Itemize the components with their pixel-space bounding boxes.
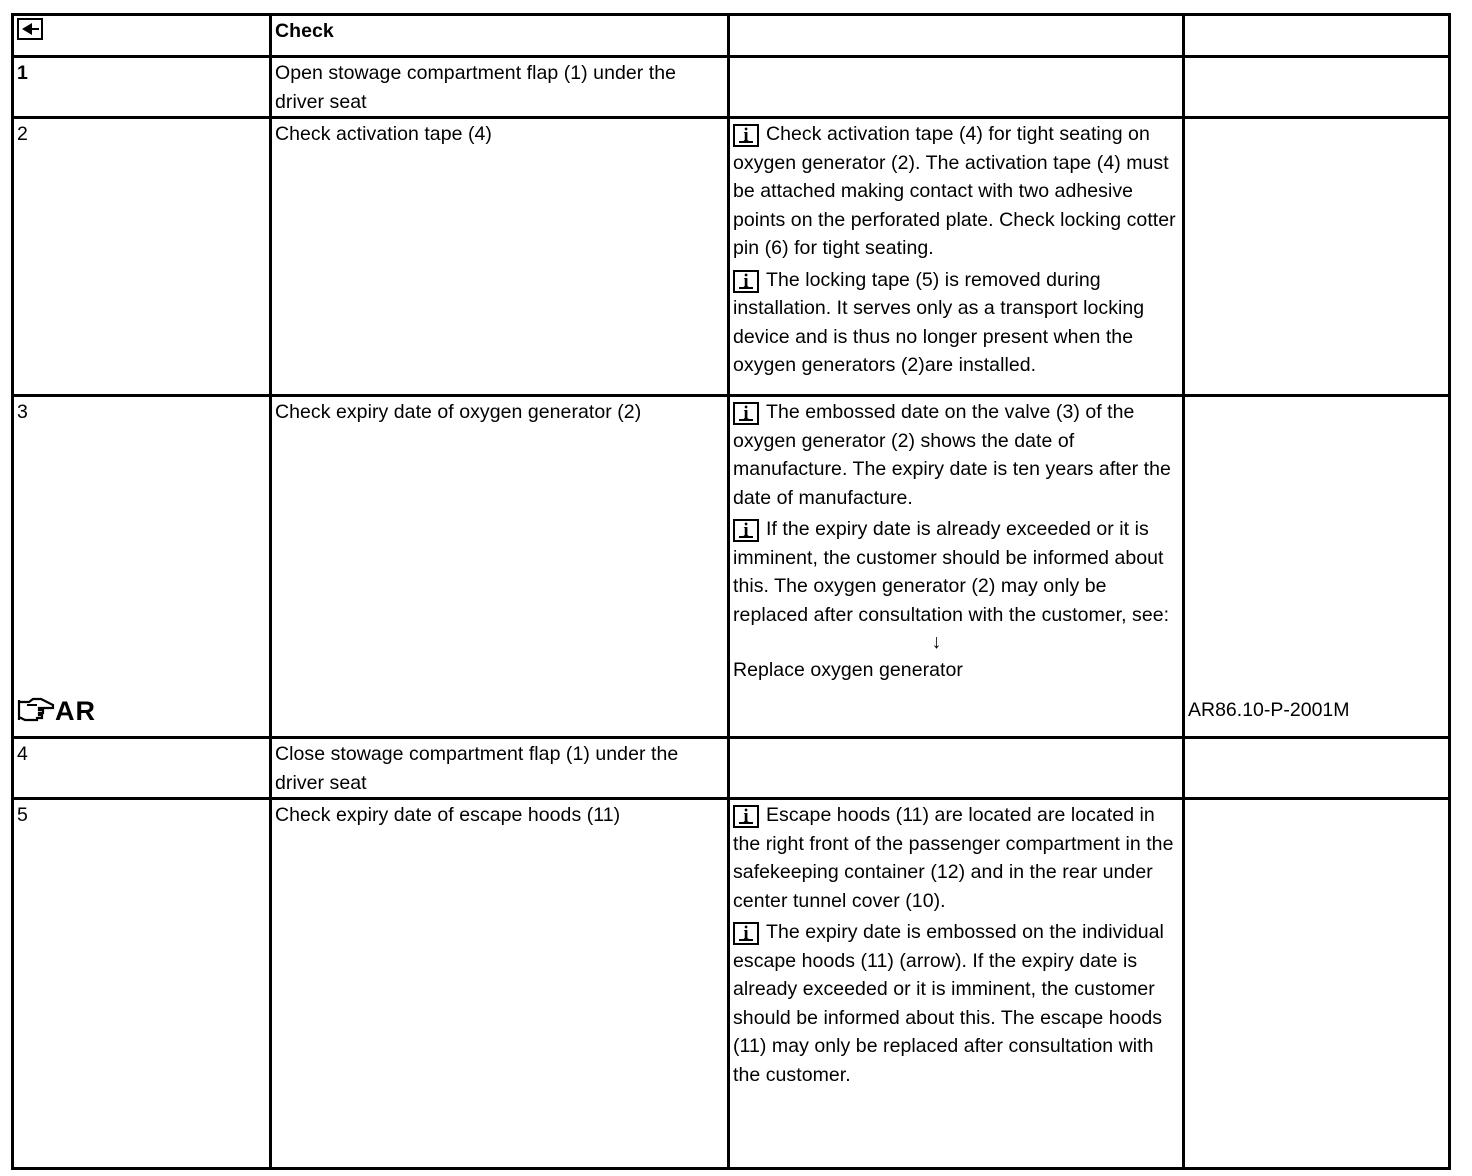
step-action: Check expiry date of oxygen generator (2) [271, 396, 729, 738]
note-paragraph [733, 515, 1180, 629]
table-header-row [13, 15, 1450, 57]
work-instruction-table [11, 13, 1451, 1170]
step-notes [729, 738, 1184, 799]
header-cell-back [13, 15, 271, 57]
step-number: 5 [13, 799, 271, 1169]
pointing-hand-icon [17, 697, 55, 723]
table-row [13, 799, 1450, 1169]
info-icon [733, 922, 759, 945]
note-text: Check activation tape (4) for tight seating on oxygen generator (2). The activation tape (4) must be attached making contact with two adhesive points on the perforated plate. Check locking cotter pin (6) for tight seating. [733, 123, 1176, 259]
ar-marker [17, 697, 96, 729]
info-icon [733, 519, 759, 542]
header-cell-reference [1184, 15, 1450, 57]
note-text: Escape hoods (11) are located are located in the right front of the passenger compartment in the safekeeping container (12) and in the rear under center tunnel cover (10). [733, 804, 1174, 912]
step-reference [1184, 738, 1450, 799]
step-notes [729, 118, 1184, 396]
step-action: Close stowage compartment flap (1) under the driver seat [271, 738, 729, 799]
info-icon [733, 402, 759, 425]
ar-label: AR [55, 695, 96, 726]
note-paragraph [733, 398, 1180, 512]
step-action: Check expiry date of escape hoods (11) [271, 799, 729, 1169]
step-reference-document[interactable]: AR86.10-P-2001M [1188, 699, 1350, 721]
info-icon [733, 270, 759, 293]
step-number-cell [13, 396, 271, 738]
step-number: 4 [13, 738, 271, 799]
note-paragraph [733, 120, 1180, 263]
step-number: 2 [13, 118, 271, 396]
step-action: Open stowage compartment flap (1) under the driver seat [271, 57, 729, 118]
step-reference [1184, 799, 1450, 1169]
step-number: 1 [13, 57, 271, 118]
replace-oxygen-generator-link[interactable]: Replace oxygen generator [733, 659, 963, 681]
down-arrow-icon: ↓ [931, 631, 942, 653]
note-text: The embossed date on the valve (3) of the oxygen generator (2) shows the date of manufacture. The expiry date is ten years after the date of manufacture. [733, 401, 1171, 509]
note-paragraph [733, 266, 1180, 380]
table-row [13, 118, 1450, 396]
step-number: 3 [17, 401, 28, 423]
back-arrow-icon[interactable] [17, 18, 43, 40]
table-row [13, 396, 1450, 738]
table-row [13, 57, 1450, 118]
note-text: The expiry date is embossed on the individual escape hoods (11) (arrow). If the expiry date is already exceeded or it is imminent, the customer should be informed about this. The escape hoods (11) may only be replaced after consultation with the customer. [733, 921, 1164, 1086]
step-reference [1184, 57, 1450, 118]
note-text: If the expiry date is already exceeded or it is imminent, the customer should be informed about this. The oxygen generator (2) may only be replaced after consultation with the customer, see: [733, 518, 1170, 626]
step-reference [1184, 396, 1450, 738]
step-action: Check activation tape (4) [271, 118, 729, 396]
step-notes [729, 799, 1184, 1169]
header-cell-notes [729, 15, 1184, 57]
note-text: The locking tape (5) is removed during installation. It serves only as a transport locking device and is thus no longer present when the oxygen generators (2)are installed. [733, 268, 1145, 376]
info-icon [733, 124, 759, 147]
step-reference [1184, 118, 1450, 396]
info-icon [733, 805, 759, 828]
step-notes [729, 57, 1184, 118]
table-row [13, 738, 1450, 799]
note-paragraph [733, 918, 1180, 1089]
header-cell-check: Check [271, 15, 729, 57]
note-paragraph [733, 801, 1180, 915]
step-notes [729, 396, 1184, 738]
